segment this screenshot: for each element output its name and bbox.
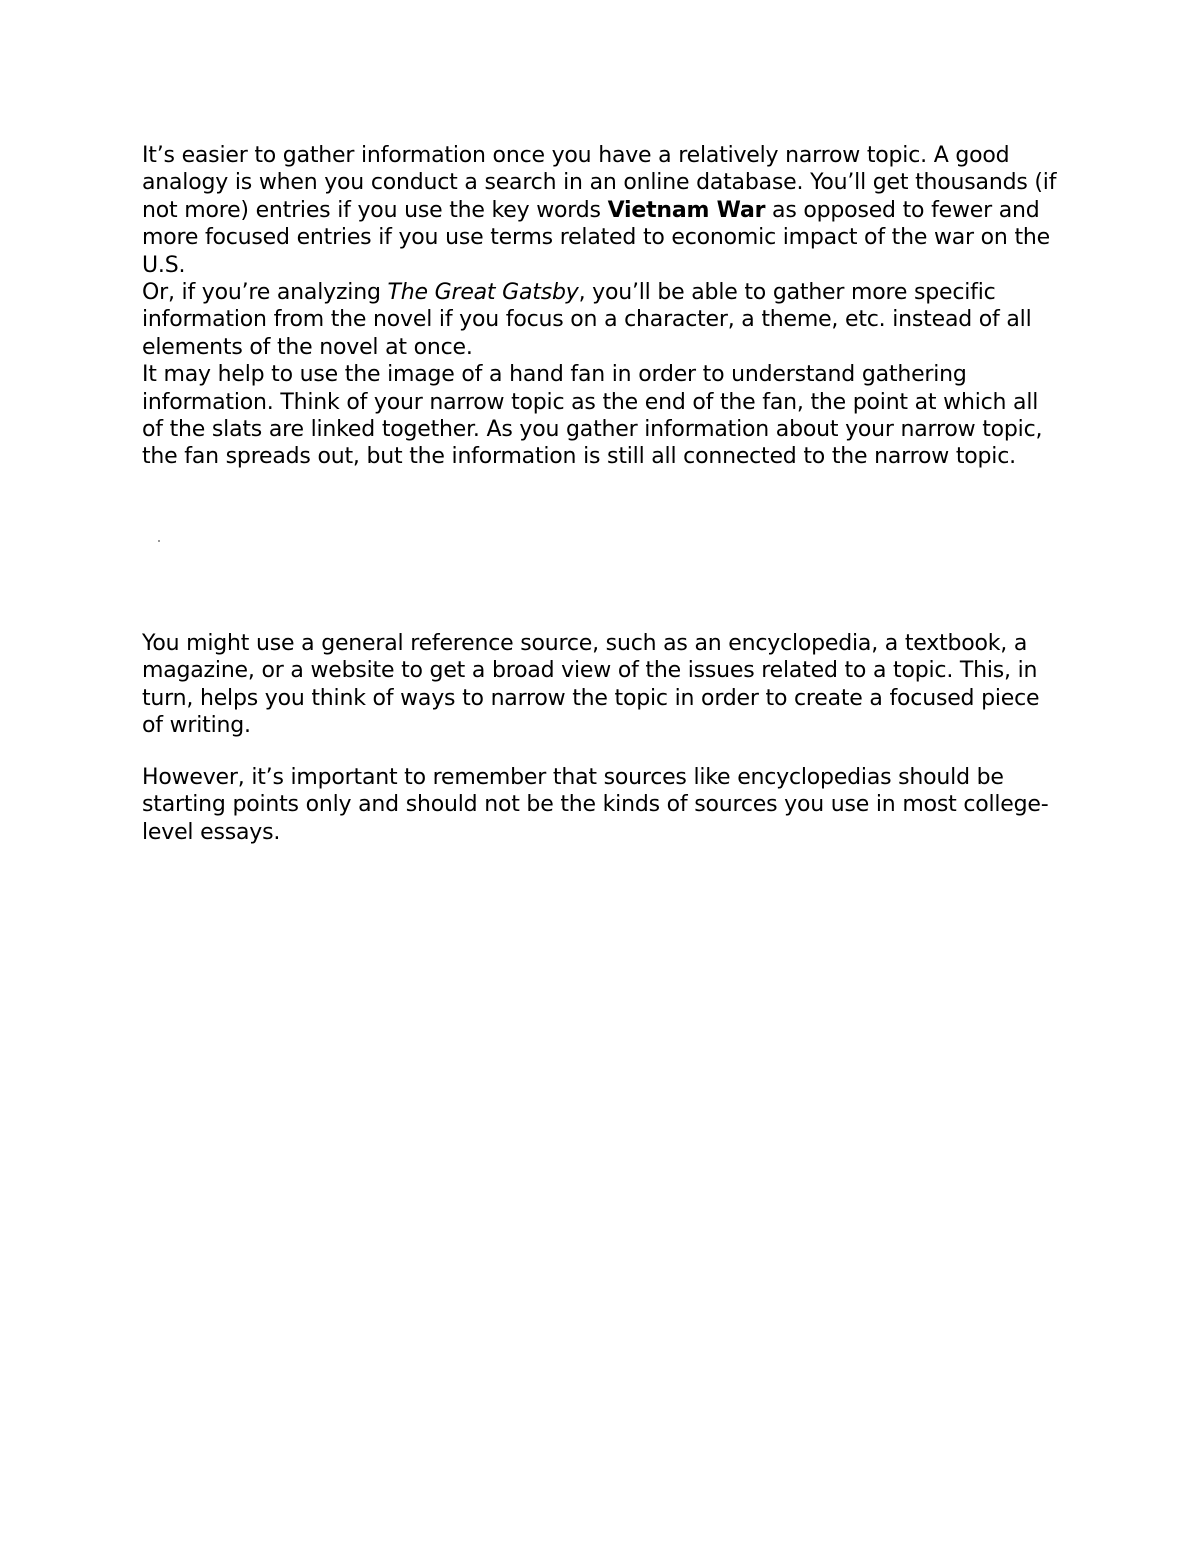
paragraph-narrow-topic-text-end: as opposed to fewer and more focused entries if you use terms related to economic impact of the war on the U.S. [142, 197, 1050, 278]
text-block-encyclopedias [142, 764, 1062, 846]
text-block-top [142, 142, 1062, 471]
paragraph-hand-fan: It may help to use the image of a hand fan in order to understand gathering information. Think of your narrow topic as the end of the fan, the point at which all of the slats are linked together. As you gather information about your narrow topic, the fan spreads out, but the information is still all connected to the narrow topic. [142, 362, 1043, 470]
paragraph-narrow-topic-text-start: It’s easier to gather information once you have a relatively narrow topic. A good analogy is when you conduct a search in an online database. You’ll get thousands (if not more) entries if you use the key words [142, 143, 1057, 223]
paragraph-encyclopedias: However, it’s important to remember that sources like encyclopedias should be starting points only and should not be the kinds of sources you use in most college-level essays. [142, 765, 1049, 845]
paragraph-great-gatsby [142, 279, 1062, 361]
paragraph-great-gatsby-text-end: , you’ll be able to gather more specific information from the novel if you focus on a character, a theme, etc. instead of all elements of the novel at once. [142, 280, 1032, 360]
paragraph-general-reference: You might use a general reference source, such as an encyclopedia, a textbook, a magazine, or a website to get a broad view of the issues related to a topic. This, in turn, helps you think of ways to narrow the topic in order to create a focused piece of writing. [142, 631, 1040, 739]
book-title-great-gatsby: The Great Gatsby [387, 280, 579, 306]
paragraph-narrow-topic [142, 142, 1062, 279]
keyword-vietnam-war: Vietnam War [607, 197, 766, 223]
image-placeholder-dot [158, 540, 160, 542]
paragraph-great-gatsby-text-start: Or, if you’re analyzing [142, 280, 388, 306]
text-block-reference [142, 630, 1062, 740]
